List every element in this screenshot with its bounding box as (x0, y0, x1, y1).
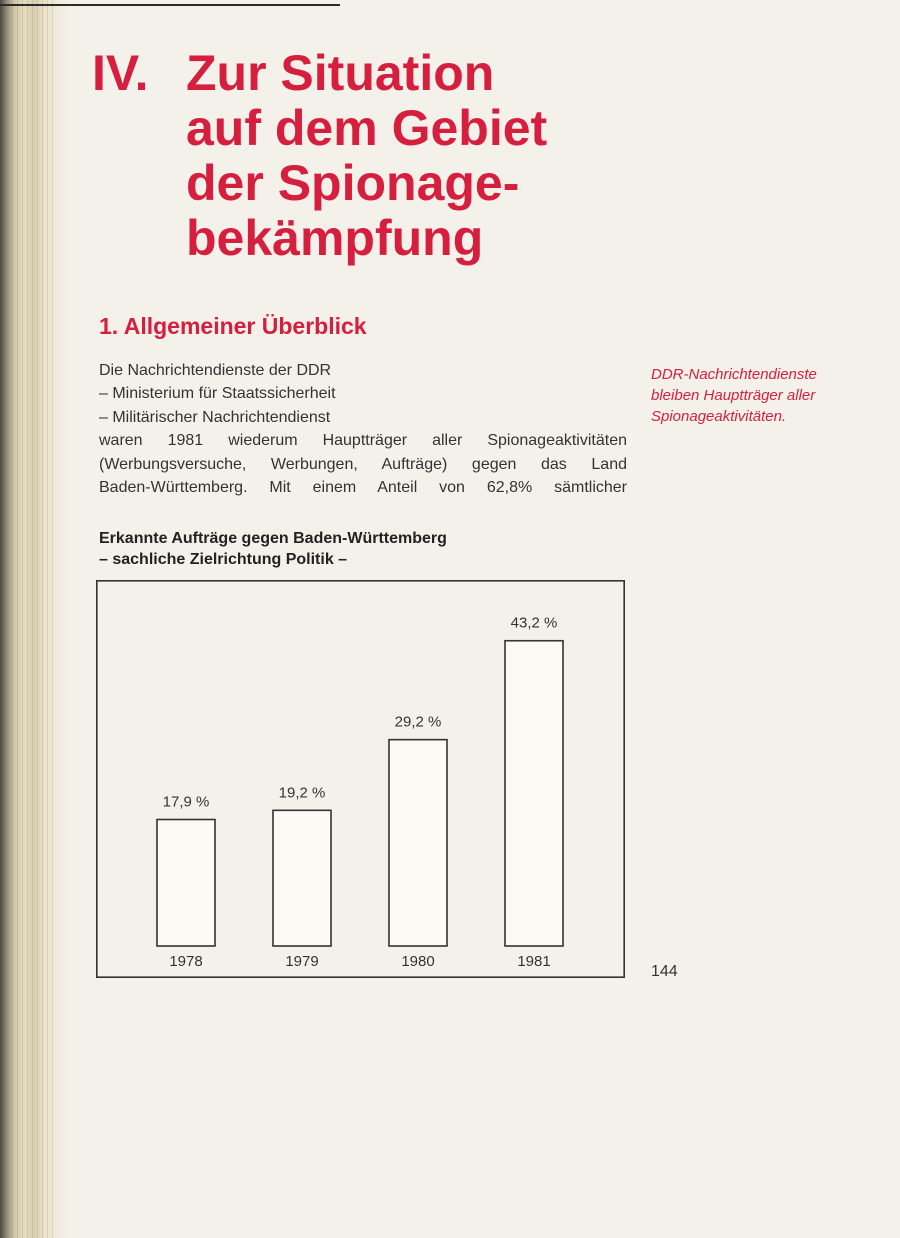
body-line: waren 1981 wiederum Hauptträger aller Spionageaktivitäten (99, 432, 627, 450)
value-label: 19,2 % (278, 784, 326, 802)
value-label: 29,2 % (394, 713, 442, 731)
category-label: 1978 (169, 953, 203, 970)
chapter-title-line: auf dem Gebiet (186, 100, 548, 156)
chart-title-line: Erkannte Aufträge gegen Baden-Württemberg (99, 530, 447, 547)
body-line: – Ministerium für Staatssicherheit (99, 385, 336, 403)
chapter-title-line: der Spionage- (186, 155, 520, 211)
bar-1981 (505, 641, 563, 946)
chapter-title (186, 46, 547, 266)
value-label: 43,2 % (510, 614, 558, 632)
margin-note-line: DDR-Nachrichtendienste (651, 366, 817, 383)
chapter-title-line: bekämpfung (186, 210, 484, 266)
page-number: 144 (651, 963, 678, 980)
section-heading: 1. Allgemeiner Überblick (99, 313, 367, 339)
top-rule (0, 4, 340, 6)
binding-page-edges (12, 0, 56, 1238)
body-line: Die Nachrichtendienste der DDR (99, 362, 332, 379)
category-label: 1979 (285, 953, 319, 970)
bar-1980 (389, 740, 447, 946)
chart-title (99, 528, 447, 570)
margin-note-line: Spionageaktivitäten. (651, 408, 787, 425)
body-paragraph (99, 359, 627, 499)
chapter-title-line: Zur Situation (186, 45, 495, 101)
category-label: 1981 (517, 953, 551, 970)
margin-note (651, 364, 817, 427)
bar-1979 (273, 810, 331, 946)
body-line: – Militärischer Nachrichtendienst (99, 408, 331, 426)
margin-note-line: bleiben Hauptträger aller (651, 387, 816, 404)
body-line: Baden-Württemberg. Mit einem Anteil von 62,8% sämtlicher (99, 479, 627, 497)
chart-title-line: – sachliche Zielrichtung Politik – (99, 551, 348, 568)
bar-1978 (157, 820, 215, 946)
value-label: 17,9 % (162, 793, 210, 811)
category-label: 1980 (401, 953, 435, 970)
chapter-number: IV. (92, 45, 149, 101)
body-line: (Werbungsversuche, Werbungen, Aufträge) gegen das Land (99, 455, 627, 473)
bar-chart (96, 580, 626, 978)
